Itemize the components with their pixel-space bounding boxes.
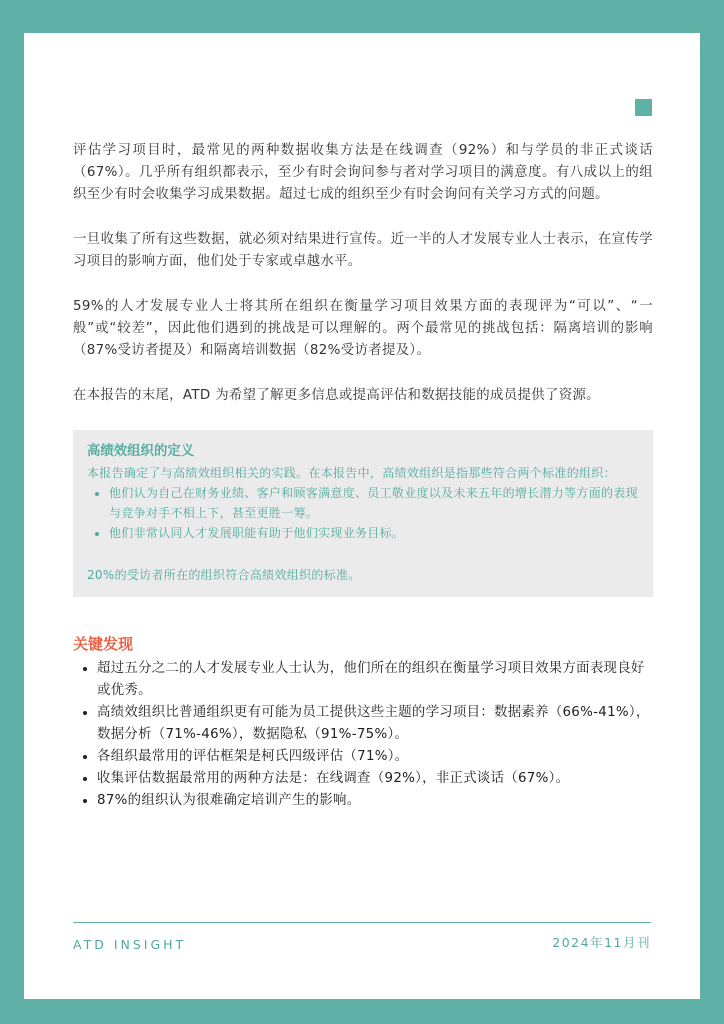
footer-publication-name: ATD INSIGHT (73, 937, 187, 952)
key-finding-item: • 各组织最常用的评估框架是柯氏四级评估（71%）。 (97, 746, 653, 768)
key-finding-item: • 高绩效组织比普通组织更有可能为员工提供这些主题的学习项目：数据素养（66%-41%），数据分析（71%-46%），数据隐私（91%-75%）。 (97, 702, 653, 746)
key-finding-item: • 收集评估数据最常用的两种方法是：在线调查（92%），非正式谈话（67%）。 (97, 768, 653, 790)
callout-title: 高绩效组织的定义 (87, 444, 195, 459)
callout-footer: 20%的受访者所在的组织符合高绩效组织的标准。 (87, 568, 361, 582)
key-findings-list (73, 658, 653, 812)
footer-issue-date: 2024年11月刊 (552, 935, 651, 950)
callout-list-item: • 他们非常认同人才发展职能有助于他们实现业务目标。 (109, 523, 639, 543)
callout-list (87, 483, 639, 543)
body-paragraph: 评估学习项目时，最常见的两种数据收集方法是在线调查（92%）和与学员的非正式谈话（67%）。几乎所有组织都表示，至少有时会询问参与者对学习项目的满意度。有八成以上的组织至少有时会收集学习成果数据。超过七成的组织至少有时会询问有关学习方式的问题。 (73, 143, 653, 202)
page (24, 33, 700, 999)
footer-divider (73, 922, 651, 923)
main-content (73, 140, 653, 812)
key-findings-title: 关键发现 (73, 635, 134, 653)
key-finding-item: • 87%的组织认为很难确定培训产生的影响。 (97, 790, 653, 812)
key-finding-item: • 超过五分之二的人才发展专业人士认为，他们所在的组织在衡量学习项目效果方面表现良好或优秀。 (97, 658, 653, 702)
corner-square-decoration (635, 99, 652, 116)
body-paragraph: 在本报告的末尾，ATD 为希望了解更多信息或提高评估和数据技能的成员提供了资源。 (73, 388, 600, 403)
body-paragraph: 59%的人才发展专业人士将其所在组织在衡量学习项目效果方面的表现评为“可以”、“一般”或“较差”，因此他们遇到的挑战是可以理解的。两个最常见的挑战包括：隔离培训的影响（87%受访者提及）和隔离培训数据（82%受访者提及）。 (73, 299, 653, 358)
callout-intro: 本报告确定了与高绩效组织相关的实践。在本报告中，高绩效组织是指那些符合两个标准的组织： (87, 466, 616, 480)
definition-callout-box (73, 430, 653, 597)
key-findings-section (73, 633, 653, 812)
body-paragraph: 一旦收集了所有这些数据，就必须对结果进行宣传。近一半的人才发展专业人士表示，在宣传学习项目的影响方面，他们处于专家或卓越水平。 (73, 232, 653, 269)
callout-list-item: • 他们认为自己在财务业绩、客户和顾客满意度、员工敬业度以及未来五年的增长潜力等方面的表现与竞争对手不相上下，甚至更胜一筹。 (109, 483, 639, 523)
